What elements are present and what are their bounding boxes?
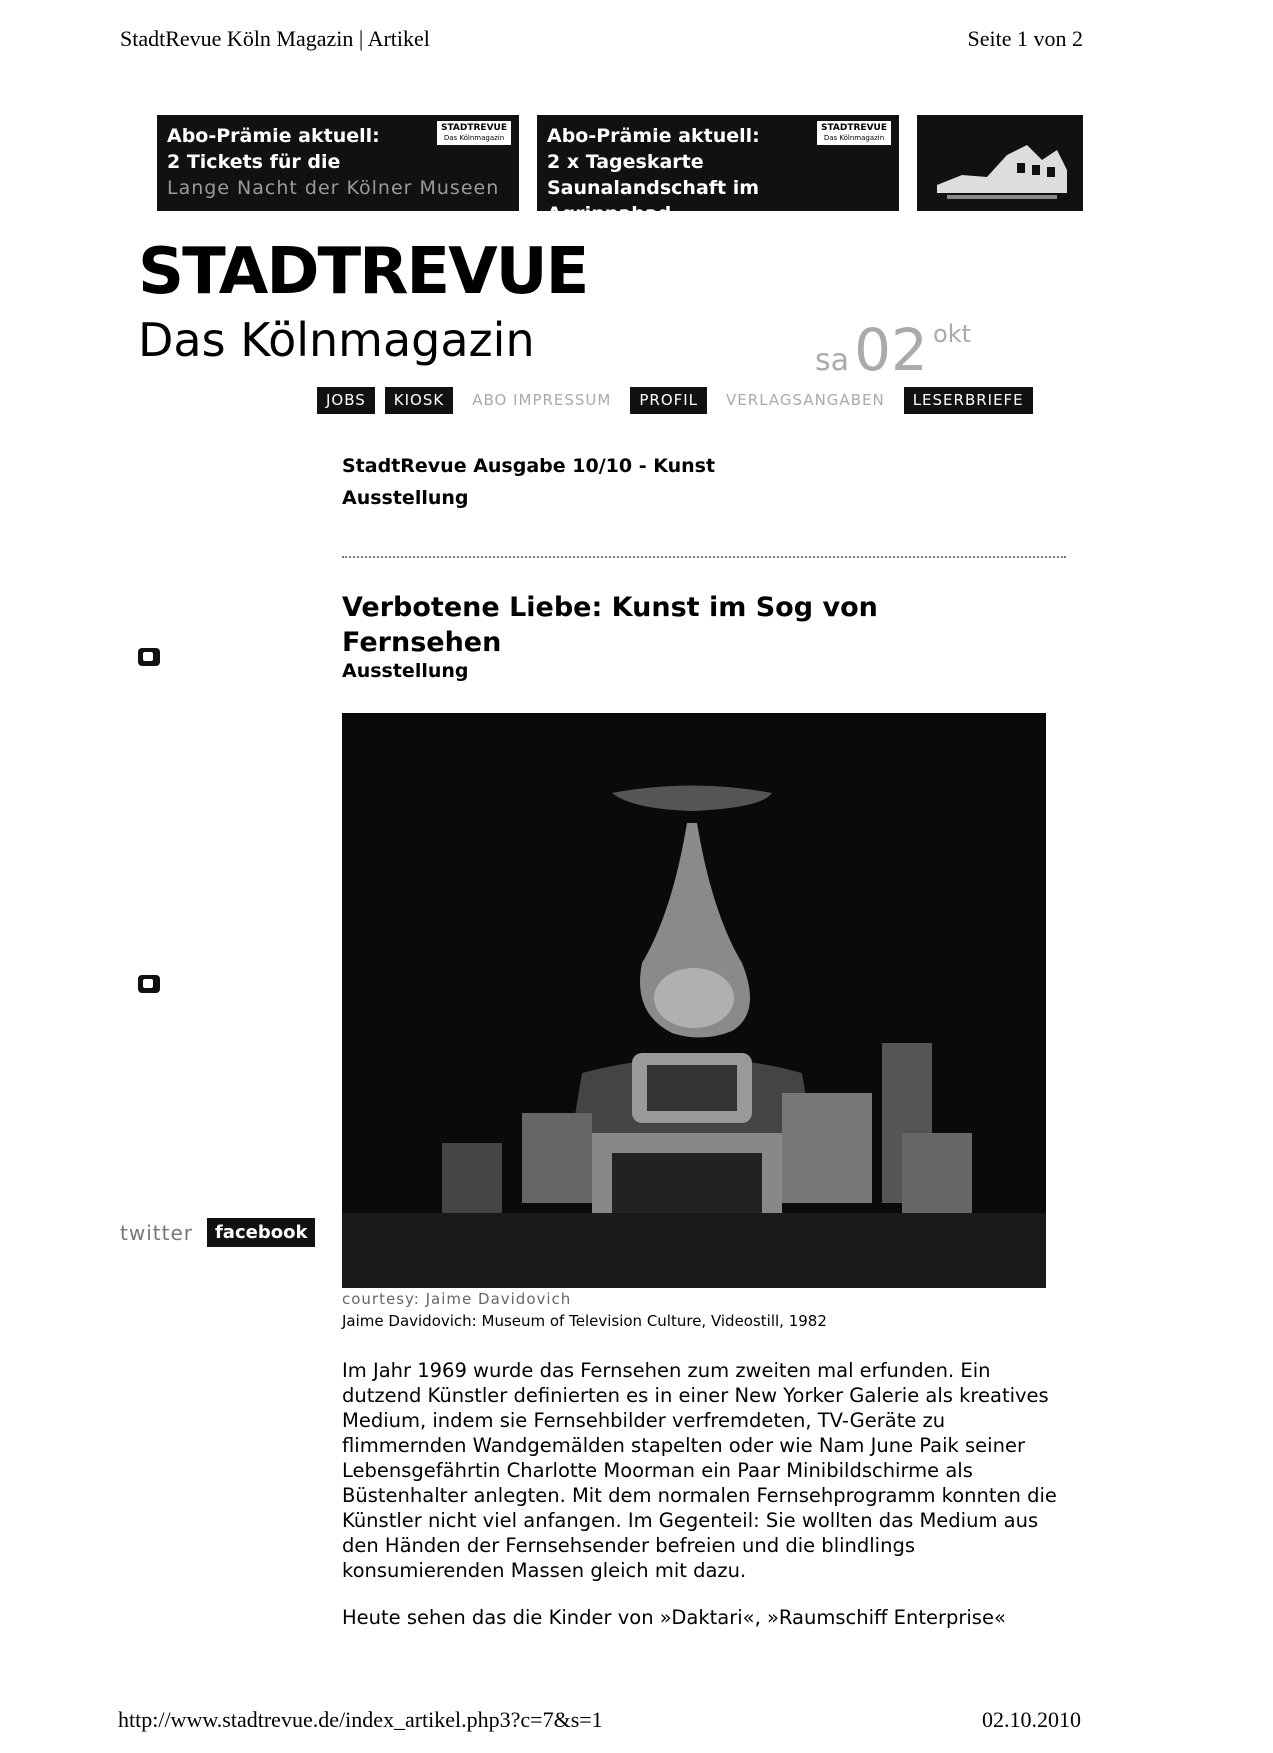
nav-kiosk[interactable]: KIOSK [385, 387, 453, 414]
category-label: Ausstellung [342, 487, 469, 509]
print-header-title: StadtRevue Köln Magazin | Artikel [120, 26, 430, 51]
logo-wordmark: STADTREVUE [138, 235, 588, 309]
nav-leserbriefe[interactable]: LESERBRIEFE [904, 387, 1033, 414]
print-date: 02.10.2010 [982, 1707, 1081, 1732]
article-title: Verbotene Liebe: Kunst im Sog von Fernsehen [342, 592, 878, 658]
section-header [342, 450, 715, 514]
divider [342, 556, 1066, 558]
print-header [120, 26, 1083, 52]
nav-abo-impressum[interactable]: ABO IMPRESSUM [463, 387, 620, 414]
photo-credit: courtesy: Jaime Davidovich [342, 1290, 572, 1308]
banner-logo-sub: Das Kölnmagazin [443, 134, 505, 142]
banner-line-1: Abo-Prämie aktuell: [167, 125, 380, 147]
banner-building-image [917, 115, 1083, 211]
banner-logo-main: STADTREVUE [821, 123, 887, 133]
logo-tagline: Das Kölnmagazin [138, 313, 535, 367]
banner-logo [817, 121, 891, 145]
share-bar [120, 1218, 315, 1247]
issue-label: StadtRevue Ausgabe 10/10 - Kunst [342, 455, 716, 477]
paragraph: Im Jahr 1969 wurde das Fernsehen zum zweiten mal erfunden. Ein dutzend Künstler definierten es in einer New Yorker Galerie als kreatives Medium, indem sie Fernsehbilder verfremdeten, TV-Geräte zu flimmernden Wandgemälden stapelten oder wie Nam June Paik seiner Lebensgefährtin Charlotte Moorman ein Paar Minibildschirme als Büstenhalter anlegten. Mit dem normalen Fernsehprogramm konnten die Künstler nicht viel anfangen. Im Gegenteil: Sie wollten das Medium aus den Händen der Fernsehsender befreien und die blindlings konsumierenden Massen gleich mit dazu. [342, 1359, 1057, 1582]
banner-line-1: Abo-Prämie aktuell: [547, 125, 760, 147]
main-nav [317, 387, 1033, 414]
banner-logo-sub: Das Kölnmagazin [823, 134, 885, 142]
site-logo[interactable] [138, 235, 588, 370]
article-body [342, 1358, 1072, 1652]
article-subtitle: Ausstellung [342, 660, 469, 682]
photo-caption [342, 1288, 827, 1332]
date-weekday: sa [815, 343, 850, 378]
twitter-button[interactable]: twitter [120, 1220, 193, 1245]
banner-line-3: Lange Nacht der Kölner Museen [167, 177, 500, 199]
nav-profil[interactable]: PROFIL [630, 387, 707, 414]
page-url: http://www.stadtrevue.de/index_artikel.php3?c=7&s=1 [118, 1707, 603, 1732]
date-day: 02 [854, 316, 928, 384]
banner-line-2: 2 x Tageskarte [547, 151, 704, 173]
ad-banner-sauna[interactable] [537, 115, 899, 225]
nav-jobs[interactable]: JOBS [317, 387, 375, 414]
banner-logo [437, 121, 511, 145]
photo-description: Jaime Davidovich: Museum of Television Culture, Videostill, 1982 [342, 1312, 827, 1330]
ad-banner-museum-night[interactable] [157, 115, 519, 211]
banner-line-3: Saunalandschaft im Agrippabad [547, 177, 760, 225]
current-date [815, 316, 971, 384]
print-icon[interactable] [138, 648, 160, 666]
print-header-page: Seite 1 von 2 [967, 26, 1083, 51]
banner-line-2: 2 Tickets für die [167, 151, 341, 173]
date-month: okt [933, 320, 972, 348]
print-footer [118, 1707, 1081, 1733]
print-icon[interactable] [138, 975, 160, 993]
ad-banner-image[interactable] [917, 115, 1083, 211]
paragraph: Heute sehen das die Kinder von »Daktari«, »Raumschiff Enterprise« [342, 1606, 1006, 1629]
nav-verlagsangaben[interactable]: VERLAGSANGABEN [717, 387, 894, 414]
banner-logo-main: STADTREVUE [441, 123, 507, 133]
facebook-button[interactable]: facebook [207, 1218, 315, 1247]
article-photo [342, 713, 1046, 1288]
